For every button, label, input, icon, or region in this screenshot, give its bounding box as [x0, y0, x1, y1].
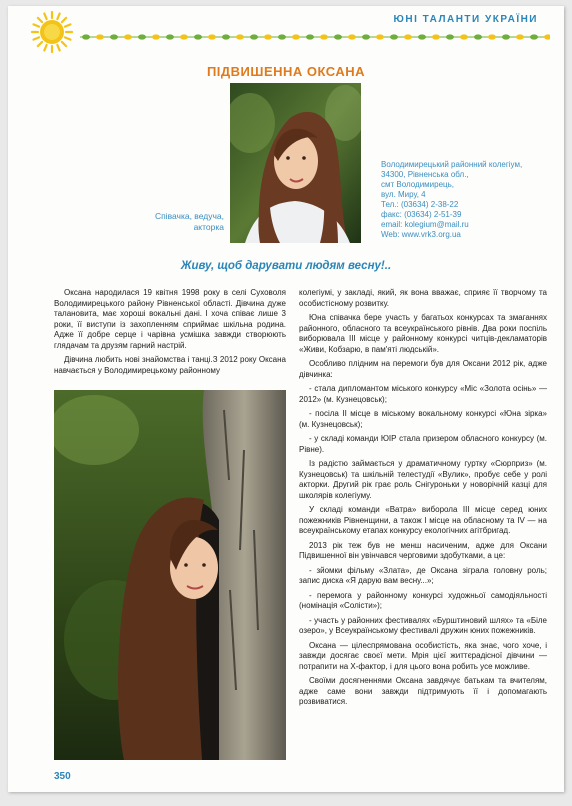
paragraph: Особливо плідним на перемоги був для Оксани 2012 рік, адже дівчинка:	[299, 359, 547, 379]
sun-icon	[30, 10, 74, 54]
paragraph: Юна співачка бере участь у багатьох конкурсах та змаганнях районного, обласного та всеукраїнського рівнів. Два роки поспіль виборювала ІІІ місце у районному конкурсі читців-декламаторів «Живи, Кобзарю, в пам'яті людській».	[299, 313, 547, 354]
motto-heading: Живу, щоб дарувати людям весну!..	[180, 260, 392, 272]
contact-info	[381, 160, 561, 240]
paragraph: 2013 рік теж був не менш насиченим, адже для Оксани Підвишенної він увінчався черговими здобутками, а це:	[299, 540, 547, 560]
section-title: ЮНІ ТАЛАНТИ УКРАЇНИ	[393, 14, 538, 25]
contact-email: email: kolegium@mail.ru	[381, 220, 469, 229]
list-item: - у складі команди ЮІР стала призером обласного конкурсу (м. Рівне).	[299, 434, 547, 454]
contact-line: вул. Миру, 4	[381, 190, 426, 199]
caption-line: Співачка, ведуча,	[154, 211, 224, 221]
paragraph: Оксана народилася 19 квітня 1998 року в селі Суховоля Володимирецького району Рівненської області. Дівчина дуже талановита, має хороші вокальні дані. І хоча співає лише 3 роки, її виступи із захопленням сприймає шкільна родина. Адже її добре серце і чарівна усмішка завжди створюють глядачам та друзям гарний настрій.	[54, 288, 286, 350]
tree-photo	[54, 390, 286, 760]
list-item: - посіла ІІ місце в міському вокальному конкурсі «Юна зірка» (м. Кузнецовськ);	[299, 409, 547, 429]
person-name: ПІДВИШЕННА ОКСАНА	[206, 64, 366, 79]
article-column-left	[54, 288, 286, 380]
portrait-caption	[130, 211, 224, 233]
list-item: - стала дипломантом міського конкурсу «Міс «Золота осінь» — 2012» (м. Кузнецовськ);	[299, 384, 547, 404]
article-column-right	[299, 288, 547, 712]
paragraph: Оксана — цілеспрямована особистість, яка знає, чого хоче, і завжди досягає своєї мети. Мрія цієї життєрадісної дівчини — потрапити на Х-фактор, і для цього вона робить усе можливе.	[299, 640, 547, 671]
contact-website: Web: www.vrk3.org.ua	[381, 230, 461, 239]
page-number: 350	[54, 771, 71, 782]
paragraph: Дівчина любить нові знайомства і танці.З 2012 року Оксана навчається у Володимирецькому районному	[54, 355, 286, 375]
contact-line: 34300, Рівненська обл.,	[381, 170, 469, 179]
magazine-page	[8, 6, 564, 792]
list-item: - перемога у районному конкурсі художньої самодіяльності (номінація «Солісти»);	[299, 590, 547, 610]
contact-line: Володимирецький районний колегіум,	[381, 160, 523, 169]
paragraph: колегіумі, у закладі, який, як вона вважає, сприяє її творчому та особистісному розвитку.	[299, 288, 547, 308]
decorative-ornament	[80, 32, 550, 42]
contact-line: Тел.: (03634) 2-38-22	[381, 200, 459, 209]
contact-line: смт Володимирець,	[381, 180, 455, 189]
list-item: - зйомки фільму «Злата», де Оксана зіграла головну роль; запис диска «Я дарую вам весну...»;	[299, 565, 547, 585]
paragraph: Із радістю займається у драматичному гуртку «Сюрприз» (м. Кузнецовськ) та шкільній телестудії «Вулик», пробує себе у ролі акторки. Другий рік грає роль Снігуроньки у новорічній казці для школярів колегіуму.	[299, 459, 547, 500]
list-item: - участь у районних фестивалях «Бурштиновий шлях» та «Біле озеро», у Всеукраїнському фестивалі дружин юних пожежників.	[299, 615, 547, 635]
portrait-photo	[230, 83, 361, 243]
paragraph: У складі команди «Ватра» виборола ІІІ місце серед юних пожежників Рівненщини, а також І місце на обласному та IV — на всеукраїнському етапах конкурсу екологічних агітбригад.	[299, 505, 547, 535]
paragraph: Своїми досягненнями Оксана завдячує батькам та вчителям, адже саме вони завжди підтримують її і допомагають розвиватися.	[299, 676, 547, 706]
contact-line: факс: (03634) 2-51-39	[381, 210, 462, 219]
caption-line: акторка	[193, 222, 224, 232]
